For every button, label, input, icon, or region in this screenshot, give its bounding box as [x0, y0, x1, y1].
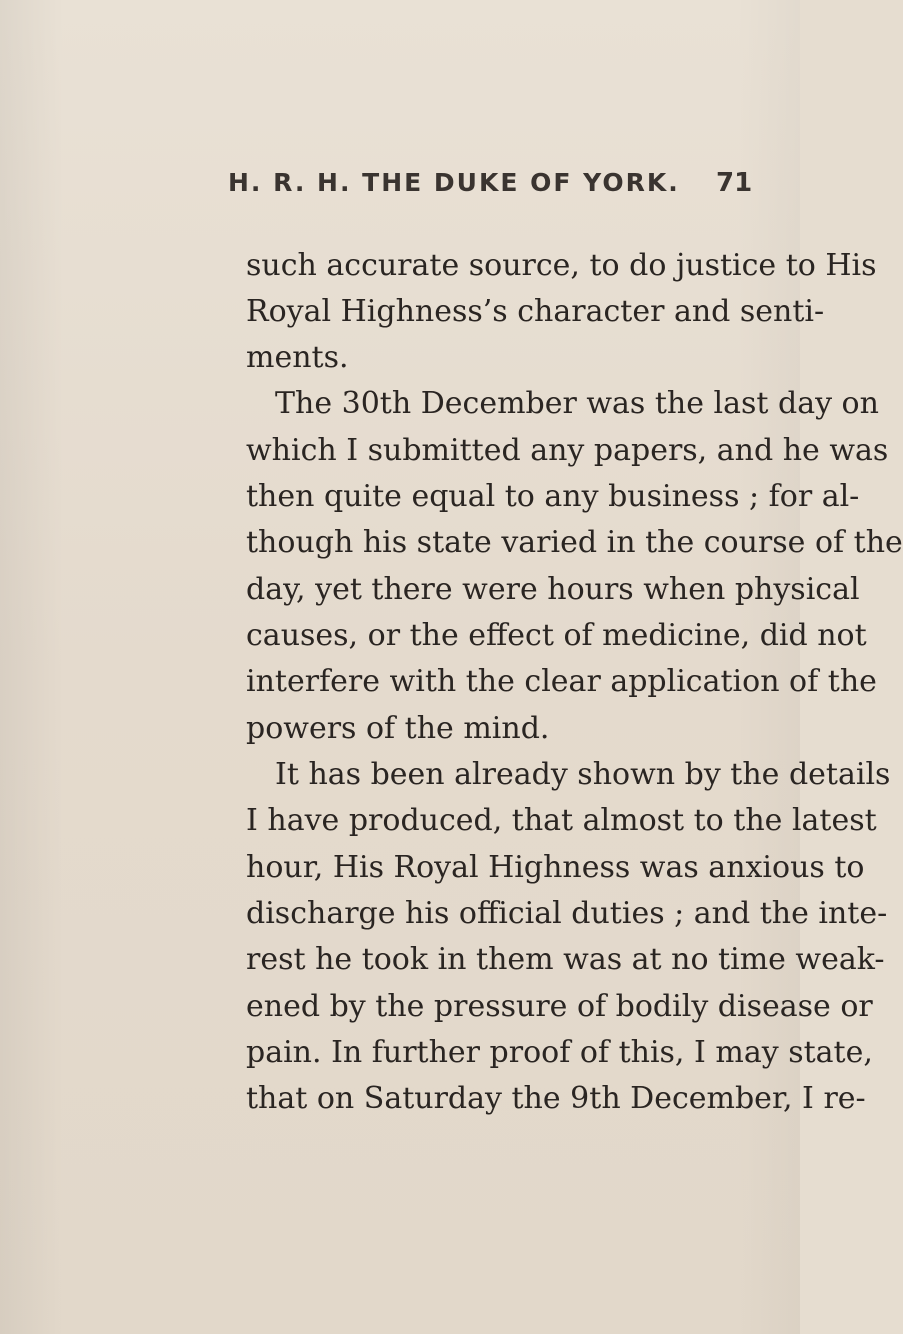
- text-line: then quite equal to any business ; for al-: [246, 479, 860, 514]
- text-line: though his state varied in the course of the: [246, 525, 903, 560]
- text-line: that on Saturday the 9th December, I re-: [246, 1081, 866, 1116]
- text-line: hour, His Royal Highness was anxious to: [246, 850, 865, 885]
- text-line: I have produced, that almost to the latest: [246, 803, 877, 838]
- text-line: interfere with the clear application of the: [246, 664, 877, 699]
- text-line: ened by the pressure of bodily disease or: [246, 989, 873, 1024]
- text-line: rest he took in them was at no time weak-: [246, 942, 885, 977]
- text-line: It has been already shown by the details: [275, 757, 891, 792]
- page-number: 71: [716, 168, 753, 198]
- text-line: discharge his official duties ; and the inte-: [246, 896, 888, 931]
- text-line: The 30th December was the last day on: [275, 386, 879, 421]
- page-header: [0, 168, 800, 208]
- text-line: Royal Highness’s character and senti-: [246, 294, 825, 329]
- text-line: which I submitted any papers, and he was: [246, 433, 889, 468]
- text-line: powers of the mind.: [246, 711, 550, 746]
- text-line: causes, or the effect of medicine, did not: [246, 618, 867, 653]
- text-line: day, yet there were hours when physical: [246, 572, 860, 607]
- running-title: H. R. H. THE DUKE OF YORK.: [228, 168, 680, 197]
- text-line: ments.: [246, 340, 349, 375]
- text-line: pain. In further proof of this, I may state,: [246, 1035, 873, 1070]
- text-line: such accurate source, to do justice to His: [246, 248, 877, 283]
